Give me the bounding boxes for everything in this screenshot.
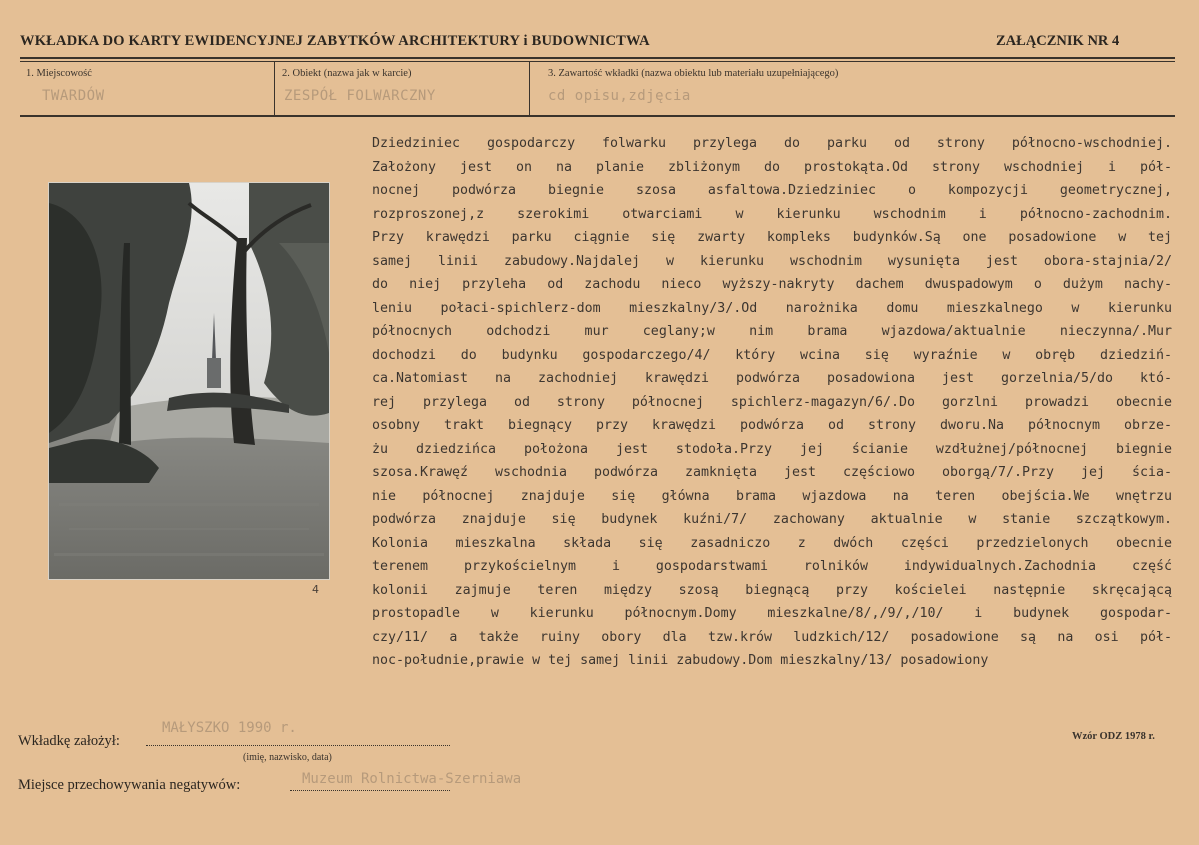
object-value: ZESPÓŁ FOLWARCZNY — [284, 88, 436, 104]
text-line: rej przylega od strony północnej spichlerz-magazyn/6/.Do gorzlni prowadzi obecnie — [372, 394, 1172, 410]
text-line: Kolonia mieszkalna składa się zasadniczo z dwóch części przedzielonych obecnie — [372, 535, 1172, 551]
header-rule-thin — [20, 61, 1175, 62]
text-line: północnych odchodzi mur ceglany;w nim brama wjazdowa/aktualnie nieczynna/.Mur — [372, 324, 1172, 339]
photo-number: 4 — [312, 583, 319, 596]
created-by-hint: (imię, nazwisko, data) — [243, 752, 332, 763]
field-separator — [529, 62, 530, 115]
form-code: Wzór ODZ 1978 r. — [1072, 731, 1155, 742]
text-line: nocnej podwórza biegnie szosa asfaltowa.Dziedziniec o kompozycji geometrycznej, — [372, 183, 1172, 198]
created-by-line — [146, 745, 450, 746]
text-line: podwórza znajduje się budynek kuźni/7/ zachowany aktualnie w stanie szczątkowym. — [372, 512, 1172, 527]
negatives-storage-label: Miejsce przechowywania negatywów: — [18, 777, 241, 793]
annex-number: ZAŁĄCZNIK NR 4 — [996, 33, 1120, 49]
text-line: prostopadle w kierunku północnym.Domy mieszkalne/8/,/9/,/10/ i budynek gospodar- — [372, 606, 1172, 621]
text-line: noc-południe,prawie w tej samej linii zabudowy.Dom mieszkalny/13/ posadowiony — [372, 653, 989, 668]
text-line: do niej przyleha od zachodu nieco wyższy-nakryty dachem dwuspadowym o dużym nachy- — [372, 277, 1172, 292]
text-line: dochodzi do budynku gospodarczego/4/ który wcina się wyraźnie w obręb dziedziń- — [372, 347, 1172, 363]
contents-value: cd opisu,zdjęcia — [548, 88, 691, 104]
created-by-label: Wkładkę założył: — [18, 733, 120, 749]
text-line: nie północnej znajduje się główna brama wjazdowa na teren obejścia.We wnętrzu — [372, 488, 1172, 504]
created-by-value: MAŁYSZKO 1990 r. — [162, 720, 297, 736]
text-line: żu dziedzińca położona jest stodoła.Przy jej ścianie wzdłużnej/północnej biegnie — [372, 441, 1172, 457]
estate-photo — [48, 182, 330, 580]
text-line: kolonii zajmuje teren między szosą biegnącą przy kościelei następnie skręcającą — [372, 582, 1172, 598]
text-line: Przy krawędzi parku ciągnie się zwarty kompleks budynków.Są one posadowione w tej — [372, 230, 1172, 245]
text-line: rozproszonej,z szerokimi otwarciami w kierunku wschodnim i północno-zachodnim. — [372, 206, 1172, 222]
text-line: czy/11/ a także ruiny obory dla tzw.krów ludzkich/12/ posadowione są na osi pół- — [372, 629, 1172, 645]
locality-label: 1. Miejscowość — [26, 68, 92, 79]
locality-value: TWARDÓW — [42, 88, 105, 104]
object-label: 2. Obiekt (nazwa jak w karcie) — [282, 68, 412, 79]
header-rule — [20, 57, 1175, 59]
text-line: Założony jest on na planie zbliżonym do prostokąta.Od strony wschodniej i pół- — [372, 159, 1172, 175]
text-line: terenem przykościelnym i gospodarstwami rolników indywidualnych.Zachodnia część — [372, 559, 1172, 574]
negatives-storage-line — [290, 790, 450, 791]
text-line: samej linii zabudowy.Najdalej w kierunku wschodnim wysunięta jest obora-stajnia/2/ — [372, 253, 1172, 269]
negatives-storage-value: Muzeum Rolnictwa-Szerniawa — [302, 771, 522, 787]
contents-label: 3. Zawartość wkładki (nazwa obiektu lub materiału uzupełniającego) — [548, 68, 839, 79]
form-title: WKŁADKA DO KARTY EWIDENCYJNEJ ZABYTKÓW ARCHITEKTURY i BUDOWNICTWA — [20, 33, 650, 49]
fields-bottom-rule — [20, 115, 1175, 117]
text-line: leniu połaci-spichlerz-dom mieszkalny/3/.Od narożnika domu mieszkalnego w kierunku — [372, 300, 1172, 316]
text-line: osobny trakt biegnący przy krawędzi podwórza od strony dworu.Na północnym obrze- — [372, 418, 1172, 433]
field-separator — [274, 62, 275, 115]
description-text — [372, 132, 1172, 673]
text-line: ca.Natomiast na zachodniej krawędzi podwórza posadowiona jest gorzelnia/5/do któ- — [372, 371, 1172, 386]
text-line: Dziedziniec gospodarczy folwarku przylega do parku od strony północno-wschodniej. — [372, 136, 1172, 151]
text-line: szosa.Krawęź wschodnia podwórza zamknięta jest częściowo oborgą/7/.Przy jej ścia- — [372, 465, 1172, 480]
